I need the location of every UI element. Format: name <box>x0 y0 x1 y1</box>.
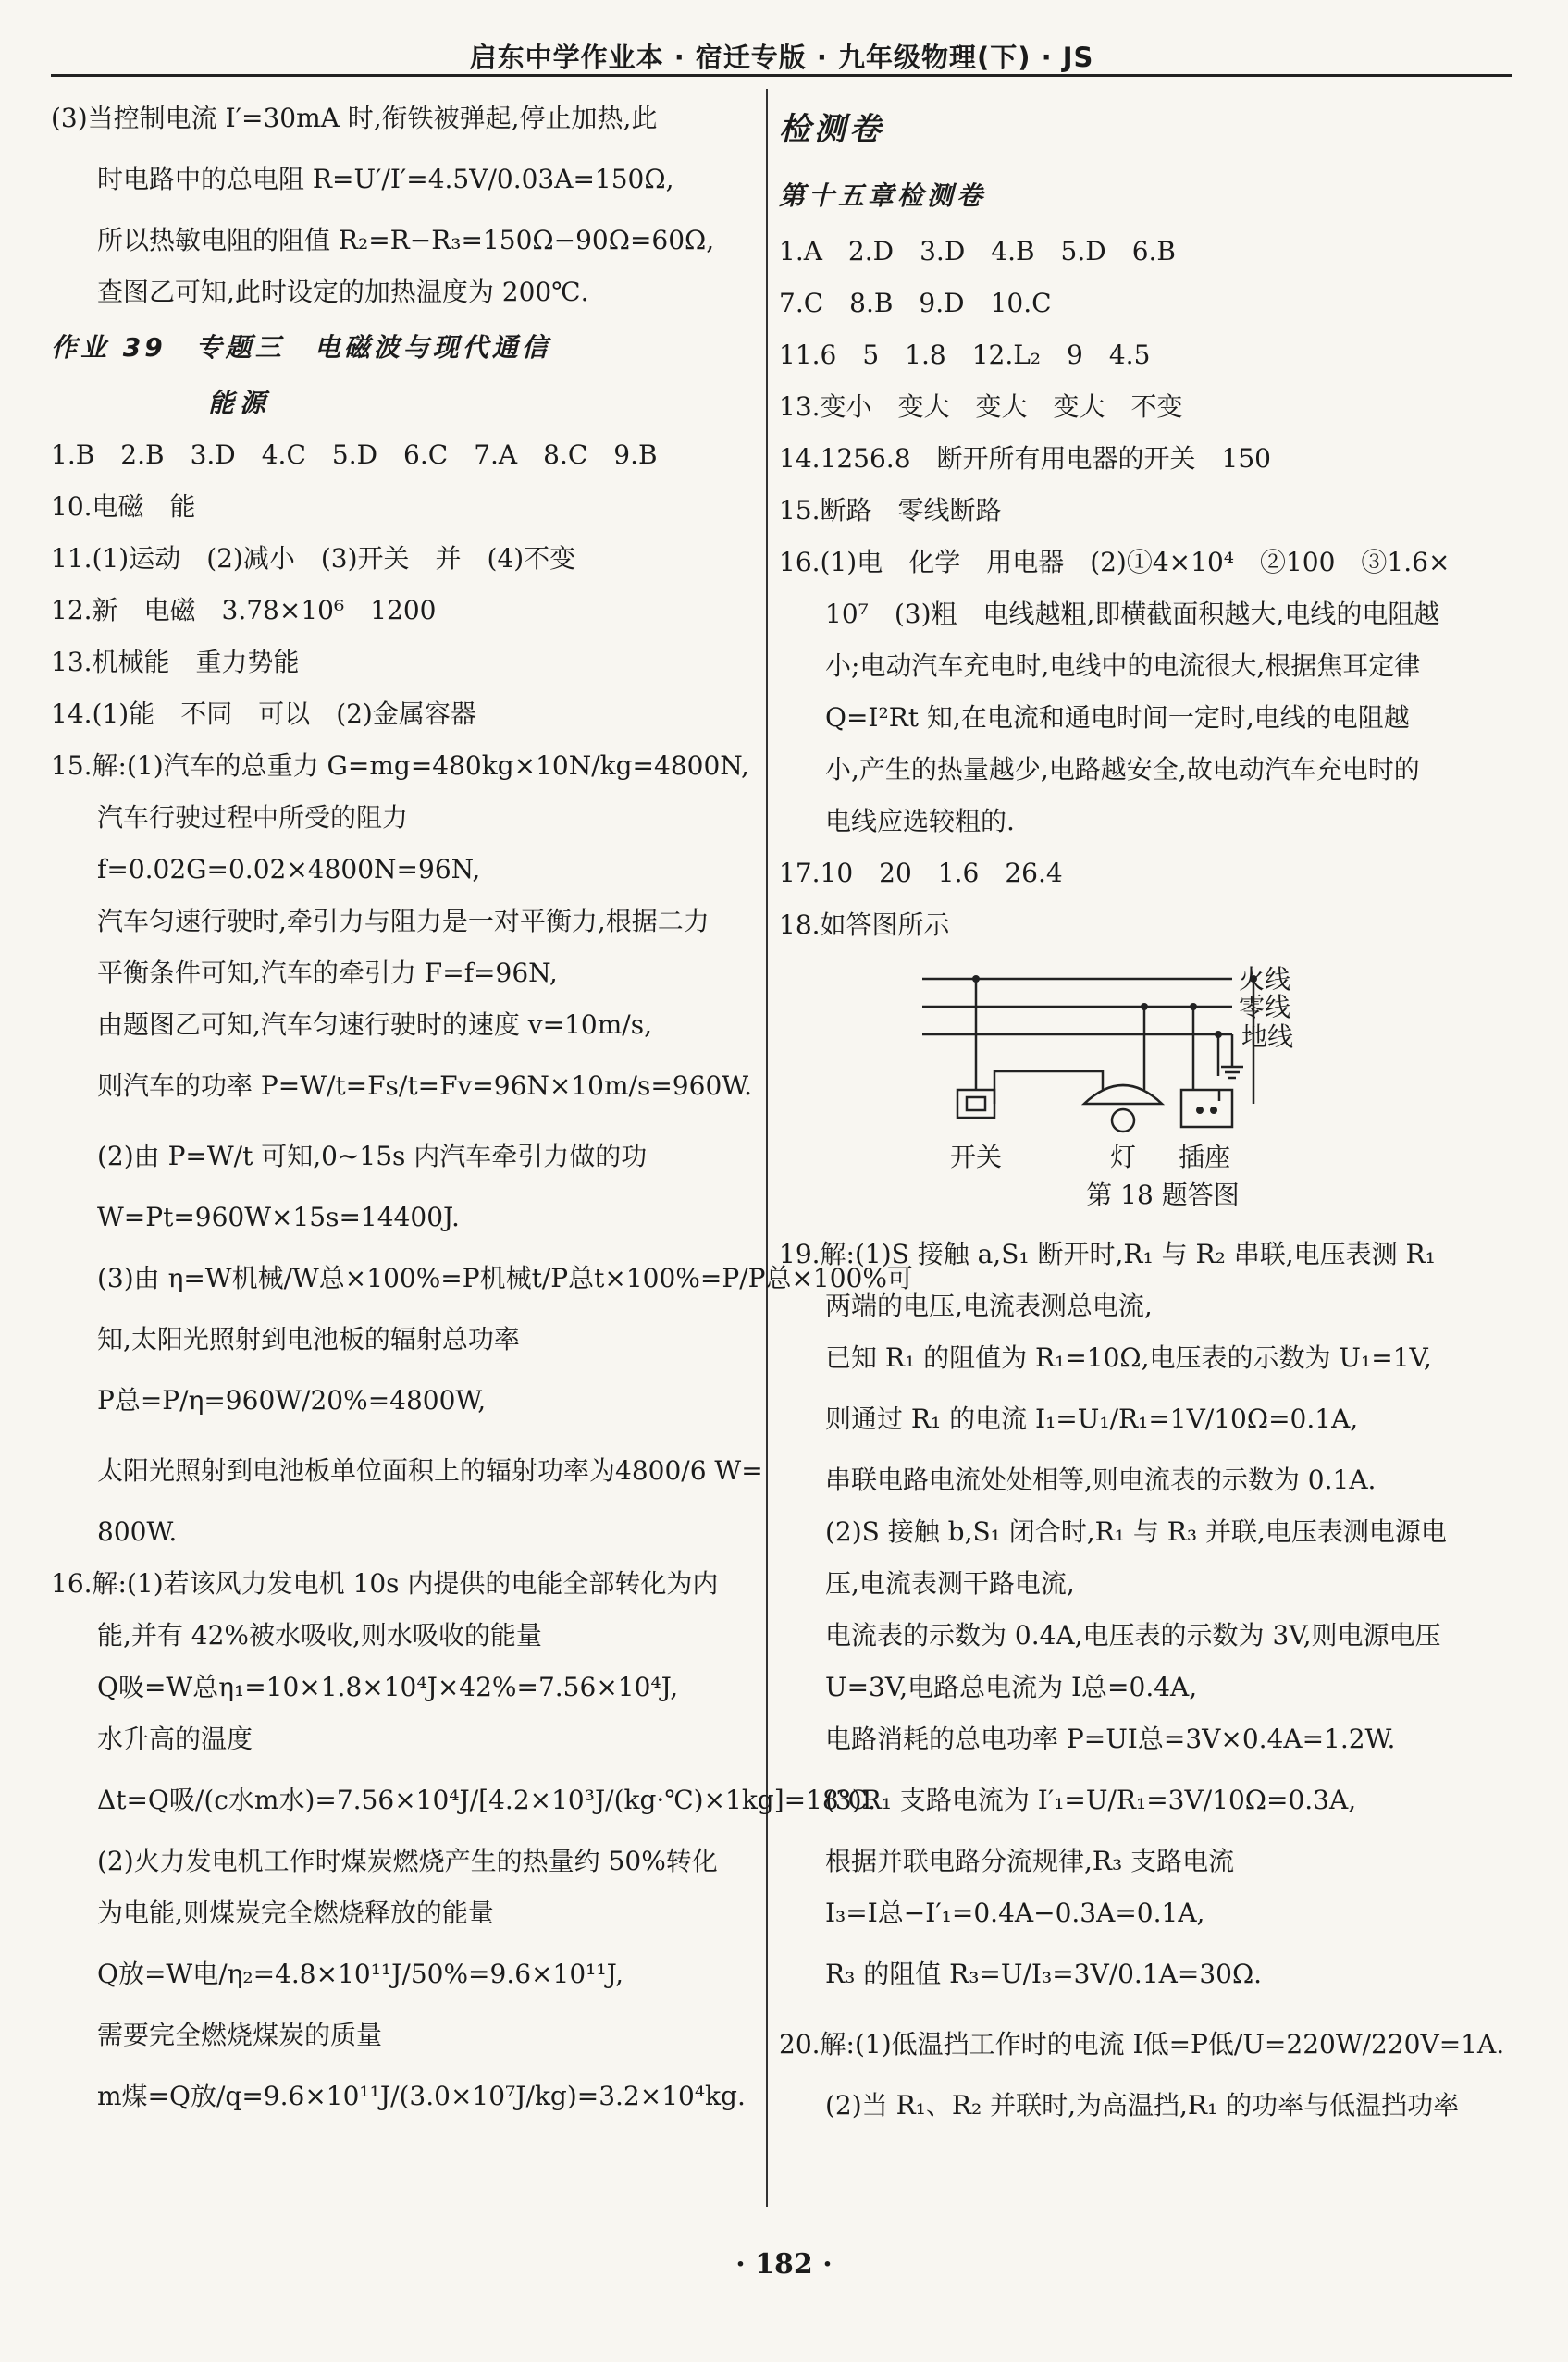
text-line: 小,产生的热量越少,电路越安全,故电动汽车充电时的 <box>825 754 1420 785</box>
text-line: 11.(1)运动 (2)减小 (3)开关 并 (4)不变 <box>51 543 576 574</box>
text-line: 14.(1)能 不同 可以 (2)金属容器 <box>51 699 476 729</box>
text-line: 平衡条件可知,汽车的牵引力 F=f=96N, <box>97 958 558 988</box>
text-line: 12.新 电磁 3.78×10⁶ 1200 <box>51 595 437 625</box>
page-number: · 182 · <box>735 2248 833 2281</box>
lamp-bulb <box>1112 1109 1134 1132</box>
label-neutral-wire: 零线 <box>1239 992 1291 1022</box>
text-line: I₃=I总−I′₁=0.4A−0.3A=0.1A, <box>825 1898 1205 1928</box>
text-line: 已知 R₁ 的阻值为 R₁=10Ω,电压表的示数为 U₁=1V, <box>825 1342 1432 1373</box>
text-line: 需要完全燃烧煤炭的质量 <box>97 2020 383 2050</box>
text-line: 18.如答图所示 <box>779 909 950 940</box>
text-line: 两端的电压,电流表测总电流, <box>825 1291 1153 1321</box>
text-line: 汽车匀速行驶时,牵引力与阻力是一对平衡力,根据二力 <box>97 906 710 936</box>
text-line: f=0.02G=0.02×4800N=96N, <box>97 854 481 884</box>
text-line: R₃ 的阻值 R₃=U/I₃=3V/0.1A=30Ω. <box>825 1959 1263 1989</box>
page-header: 启东中学作业本 · 宿迁专版 · 九年级物理(下) · JS <box>469 42 1094 73</box>
label-lamp: 灯 <box>1110 1142 1137 1172</box>
text-line: 则汽车的功率 P=W/t=Fs/t=Fv=96N×10m/s=960W. <box>97 1070 753 1101</box>
text-line: Δt=Q吸/(c水m水)=7.56×10⁴J/[4.2×10³J/(kg·℃)×1kg]=18℃. <box>97 1785 876 1815</box>
text-line: 16.(1)电 化学 用电器 (2)①4×10⁴ ②100 ③1.6× <box>779 547 1451 577</box>
text-line: Q=I²Rt 知,在电流和通电时间一定时,电线的电阻越 <box>825 702 1410 733</box>
text-line: 15.解:(1)汽车的总重力 G=mg=480kg×10N/kg=4800N, <box>51 750 749 781</box>
text-line: 15.断路 零线断路 <box>779 495 1002 526</box>
text-line: 13.机械能 重力势能 <box>51 647 300 677</box>
text-line: 1.A 2.D 3.D 4.B 5.D 6.B <box>779 236 1177 266</box>
text-line: P总=P/η=960W/20%=4800W, <box>97 1385 487 1416</box>
text-line: 14.1256.8 断开所有用电器的开关 150 <box>779 443 1271 474</box>
text-line: 压,电流表测干路电流, <box>825 1568 1075 1599</box>
socket-body <box>1181 1090 1232 1127</box>
text-line: 10⁷ (3)粗 电线越粗,即横截面积越大,电线的电阻越 <box>825 599 1440 629</box>
text-line: (2)S 接触 b,S₁ 闭合时,R₁ 与 R₃ 并联,电压表测电源电 <box>825 1516 1447 1547</box>
text-line: 小;电动汽车充电时,电线中的电流很大,根据焦耳定律 <box>825 650 1421 681</box>
text-line: 知,太阳光照射到电池板的辐射总功率 <box>97 1324 520 1354</box>
text-line: 电流表的示数为 0.4A,电压表的示数为 3V,则电源电压 <box>825 1620 1441 1651</box>
text-line: 查图乙可知,此时设定的加热温度为 200℃. <box>97 277 589 307</box>
column-divider <box>766 89 768 2207</box>
text-line: 1.B 2.B 3.D 4.C 5.D 6.C 7.A 8.C 9.B <box>51 439 658 470</box>
text-line: m煤=Q放/q=9.6×10¹¹J/(3.0×10⁷J/kg)=3.2×10⁴kg. <box>97 2081 746 2111</box>
text-line: (3)当控制电流 I′=30mA 时,衔铁被弹起,停止加热,此 <box>51 103 658 133</box>
text-line: U=3V,电路总电流为 I总=0.4A, <box>825 1672 1198 1702</box>
text-line: 电路消耗的总电功率 P=UI总=3V×0.4A=1.2W. <box>825 1724 1396 1754</box>
switch-symbol <box>957 1090 994 1118</box>
text-line: 800W. <box>97 1516 178 1547</box>
label-live-wire: 火线 <box>1239 964 1291 995</box>
text-line: Q放=W电/η₂=4.8×10¹¹J/50%=9.6×10¹¹J, <box>97 1959 624 1989</box>
text-line: Q吸=W总η₁=10×1.8×10⁴J×42%=7.56×10⁴J, <box>97 1672 679 1702</box>
chapter-title: 第十五章检测卷 <box>779 180 987 211</box>
text-line: 根据并联电路分流规律,R₃ 支路电流 <box>825 1846 1235 1876</box>
text-line: 7.C 8.B 9.D 10.C <box>779 288 1052 318</box>
text-line: 由题图乙可知,汽车匀速行驶时的速度 v=10m/s, <box>97 1009 652 1040</box>
header-rule <box>51 74 1512 77</box>
text-line: 电线应选较粗的. <box>825 806 1015 836</box>
text-line: W=Pt=960W×15s=14400J. <box>97 1202 460 1232</box>
text-line: 16.解:(1)若该风力发电机 10s 内提供的电能全部转化为内 <box>51 1568 719 1599</box>
text-line: 10.电磁 能 <box>51 491 196 522</box>
text-line: (2)由 P=W/t 可知,0~15s 内汽车牵引力做的功 <box>97 1141 648 1171</box>
text-line: 19.解:(1)S 接触 a,S₁ 断开时,R₁ 与 R₂ 串联,电压表测 R₁ <box>779 1239 1436 1269</box>
text-line: 时电路中的总电阻 R=U′/I′=4.5V/0.03A=150Ω, <box>97 164 674 194</box>
section-title: 作业 39 专题三 电磁波与现代通信 <box>51 332 551 363</box>
circuit-diagram <box>779 951 1519 1229</box>
lamp-shade <box>1084 1085 1162 1104</box>
text-line: 能,并有 42%被水吸收,则水吸收的能量 <box>97 1620 542 1651</box>
text-line: (3)R₁ 支路电流为 I′₁=U/R₁=3V/10Ω=0.3A, <box>825 1785 1357 1815</box>
text-line: 11.6 5 1.8 12.L₂ 9 4.5 <box>779 340 1151 370</box>
text-line: (2)当 R₁、R₂ 并联时,为高温挡,R₁ 的功率与低温挡功率 <box>825 2090 1460 2121</box>
text-line: (2)火力发电机工作时煤炭燃烧产生的热量约 50%转化 <box>97 1846 718 1876</box>
label-ground-wire: 地线 <box>1241 1021 1294 1052</box>
section-title: 检测卷 <box>779 111 884 148</box>
switch-to-lamp <box>994 1071 1103 1104</box>
text-line: 所以热敏电阻的阻值 R₂=R−R₃=150Ω−90Ω=60Ω, <box>97 225 715 255</box>
text-line: 串联电路电流处处相等,则电流表的示数为 0.1A. <box>825 1465 1377 1495</box>
text-line: (3)由 η=W机械/W总×100%=P机械t/P总t×100%=P/P总×100%可 <box>97 1263 913 1293</box>
label-switch: 开关 <box>950 1142 1003 1172</box>
text-line: 太阳光照射到电池板单位面积上的辐射功率为4800/6 W= <box>97 1455 763 1486</box>
text-line: 17.10 20 1.6 26.4 <box>779 858 1063 888</box>
label-socket: 插座 <box>1179 1142 1231 1172</box>
text-line: 汽车行驶过程中所受的阻力 <box>97 802 409 833</box>
text-line: 20.解:(1)低温挡工作时的电流 I低=P低/U=220W/220V=1A. <box>779 2029 1505 2059</box>
diagram-caption: 第 18 题答图 <box>1086 1180 1240 1210</box>
text-line: 13.变小 变大 变大 变大 不变 <box>779 391 1183 422</box>
text-line: 则通过 R₁ 的电流 I₁=U₁/R₁=1V/10Ω=0.1A, <box>825 1404 1359 1434</box>
section-subtitle: 能源 <box>208 388 272 418</box>
right-column <box>779 93 1519 2132</box>
text-line: 为电能,则煤炭完全燃烧释放的能量 <box>97 1898 494 1928</box>
text-line: 水升高的温度 <box>97 1724 253 1754</box>
